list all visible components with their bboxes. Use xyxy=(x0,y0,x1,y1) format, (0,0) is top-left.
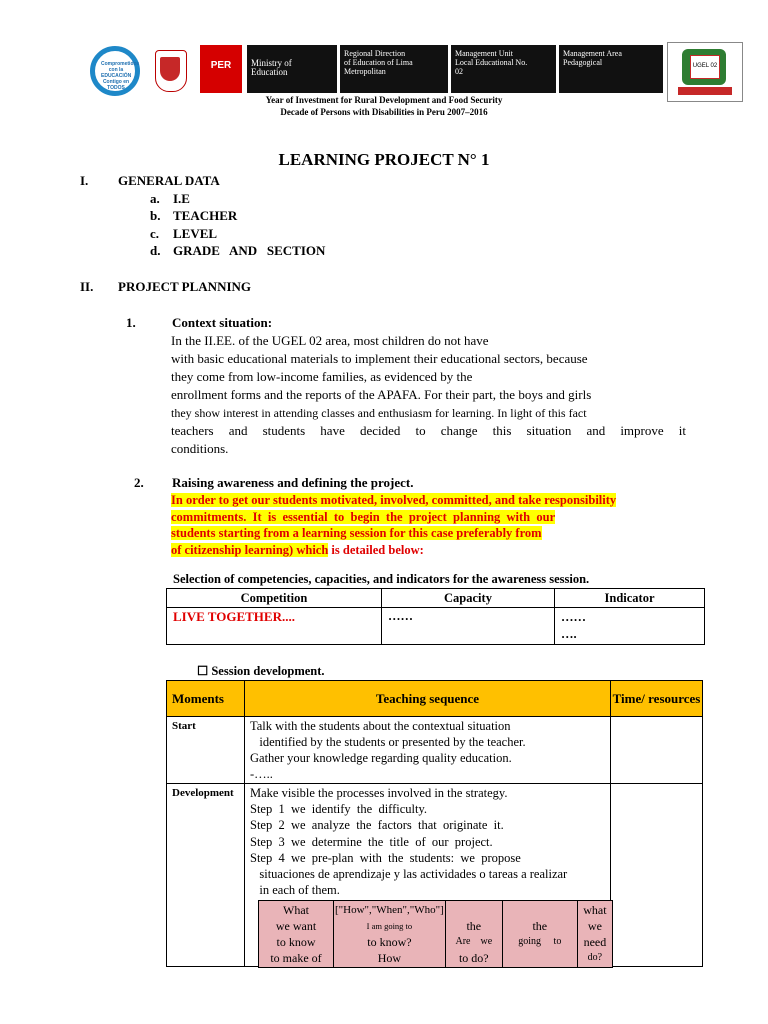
ministry-box: Ministry of Education xyxy=(247,45,337,93)
list-item-letter: d. xyxy=(150,243,161,258)
list-item: TEACHER xyxy=(173,208,238,223)
per-badge: PER xyxy=(200,45,242,93)
competition-cell: LIVE TOGETHER.... xyxy=(167,608,382,645)
subtitle-decade: Decade of Persons with Disabilities in Peru 2007–2016 xyxy=(280,107,488,117)
list-item: LEVEL xyxy=(173,226,218,241)
list-item-letter: b. xyxy=(150,208,161,223)
column-header: Competition xyxy=(167,589,382,608)
peru-coat-of-arms-icon xyxy=(155,50,187,92)
management-unit-box: Management Unit Local Educational No. 02 xyxy=(451,45,556,93)
awareness-heading: Raising awareness and defining the project. xyxy=(172,475,414,490)
context-paragraph: In the II.EE. of the UGEL 02 area, most children do not have with basic educational materials to implement their educational sectors, because they come from low-income families, as evidenced by the enrollment forms and the reports of the APAFA. For their part, the boys and girls they show interest in attending classes and enthusiasm for learning. In light of this fact teachers and students have decided to change this situation and improve it conditions. xyxy=(171,333,686,456)
education-campaign-logo xyxy=(90,46,140,96)
regional-direction-box: Regional Direction of Education of Lima Metropolitan xyxy=(340,45,448,93)
list-item: GRADE AND SECTION xyxy=(173,243,326,258)
selection-caption: Selection of competencies, capacities, and indicators for the awareness session. xyxy=(173,572,590,586)
session-caption: ☐ Session development. xyxy=(197,664,325,678)
inner-cell-how: ["How","When","Who"] I am going to to know? How xyxy=(334,901,446,968)
list-item-letter: c. xyxy=(150,226,160,241)
column-header: Capacity xyxy=(382,589,555,608)
subtitle-year: Year of Investment for Rural Development and Food Security xyxy=(265,95,503,105)
context-heading: Context situation: xyxy=(172,315,273,330)
column-header: Indicator xyxy=(555,589,705,608)
page-title: LEARNING PROJECT N° 1 xyxy=(278,150,490,169)
development-label: Development xyxy=(167,784,245,967)
context-number: 1. xyxy=(126,315,136,330)
inner-cell-are-we: the Are we to do? xyxy=(445,901,502,968)
awareness-highlight: In order to get our students motivated, involved, committed, and take responsibility commitments. It is essential to begin the project planning with our students starting from a learning session for this case preferably from of citizenship learning) which is detailed below: xyxy=(171,493,617,557)
section1-number: I. xyxy=(80,173,89,188)
checkbox-icon: ☐ xyxy=(197,664,209,678)
capacity-cell: …… xyxy=(382,608,555,645)
moments-header: Moments xyxy=(167,681,245,717)
inner-cell-what-we-want: What we want to know to make of xyxy=(259,901,334,968)
teaching-header: Teaching sequence xyxy=(245,681,611,717)
section2-heading: PROJECT PLANNING xyxy=(118,279,252,294)
section2-number: II. xyxy=(80,279,94,294)
indicator-cell: …… …. xyxy=(555,608,705,645)
management-area-box: Management Area Pedagogical xyxy=(559,45,663,93)
ugel-emblem: UGEL 02 xyxy=(667,42,743,102)
inner-cell-going-to: the going to xyxy=(502,901,577,968)
list-item-letter: a. xyxy=(150,191,160,206)
development-content: Make visible the processes involved in the strategy. Step 1 we identify the difficulty. Step 2 we analyze the factors that originate it. Step 3 we determine the title of our project. Step 4 we pre-plan with the students: we propose situaciones de aprendizaje y las actividades o tareas a realizar in each of them. What we want to know to make of ["How","When","Who"] I am going to to know? How the Are we to do? the going to what we need do? xyxy=(245,784,611,967)
list-item: I.E xyxy=(173,191,190,206)
development-time-cell xyxy=(611,784,703,967)
awareness-number: 2. xyxy=(134,475,144,490)
start-label: Start xyxy=(167,717,245,784)
start-content: Talk with the students about the contextual situation identified by the students or presented by the teacher. Gather your knowledge regarding quality education. -….. xyxy=(245,717,611,784)
session-table xyxy=(166,680,703,967)
time-header: Time/ resources xyxy=(611,681,703,717)
logo-text: Comprometidos con la EDUCACIÓN Contigo en TODOS xyxy=(101,61,140,91)
section1-heading: GENERAL DATA xyxy=(118,173,220,188)
inner-cell-what-we-need: what we need do? xyxy=(577,901,612,968)
competencies-table xyxy=(166,588,705,645)
start-time-cell xyxy=(611,717,703,784)
planning-inner-table xyxy=(258,900,613,968)
